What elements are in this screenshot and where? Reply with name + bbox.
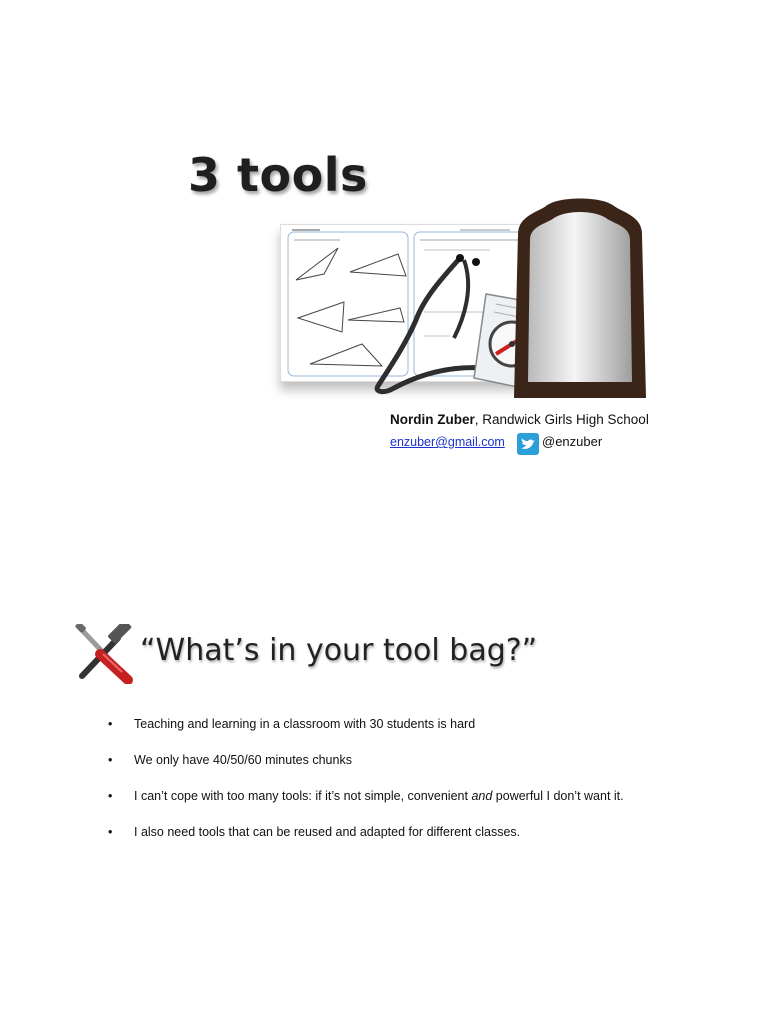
page-title: 3 tools bbox=[188, 148, 368, 202]
bullet-list bbox=[108, 716, 748, 860]
list-item bbox=[108, 824, 748, 860]
mirror-icon bbox=[512, 192, 648, 398]
list-item-text: Teaching and learning in a classroom with 30 students is hard bbox=[134, 717, 476, 731]
bullet-glyph: • bbox=[108, 825, 113, 839]
author-name: Nordin Zuber bbox=[390, 412, 475, 427]
bullet-glyph: • bbox=[108, 753, 113, 767]
author-line bbox=[390, 412, 649, 427]
list-item-text-start: I can’t cope with too many tools: if it’s not simple, convenient bbox=[134, 789, 472, 803]
twitter-icon[interactable] bbox=[517, 433, 539, 455]
email-link[interactable]: enzuber@gmail.com bbox=[390, 435, 505, 449]
list-item-text: We only have 40/50/60 minutes chunks bbox=[134, 753, 352, 767]
section-heading: “What’s in your tool bag?” bbox=[140, 633, 538, 668]
tools-icon bbox=[72, 624, 134, 684]
list-item bbox=[108, 752, 748, 788]
bullet-glyph: • bbox=[108, 789, 113, 803]
list-item-text-end: powerful I don’t want it. bbox=[492, 789, 624, 803]
author-affiliation: , Randwick Girls High School bbox=[474, 412, 649, 427]
twitter-handle: @enzuber bbox=[542, 434, 603, 449]
list-item bbox=[108, 788, 748, 824]
list-item-emphasis: and bbox=[471, 789, 493, 803]
tools-collage bbox=[276, 190, 656, 415]
contact-line bbox=[390, 433, 650, 457]
list-item bbox=[108, 716, 748, 752]
bullet-glyph: • bbox=[108, 717, 113, 731]
list-item-text: I also need tools that can be reused and adapted for different classes. bbox=[134, 825, 521, 839]
